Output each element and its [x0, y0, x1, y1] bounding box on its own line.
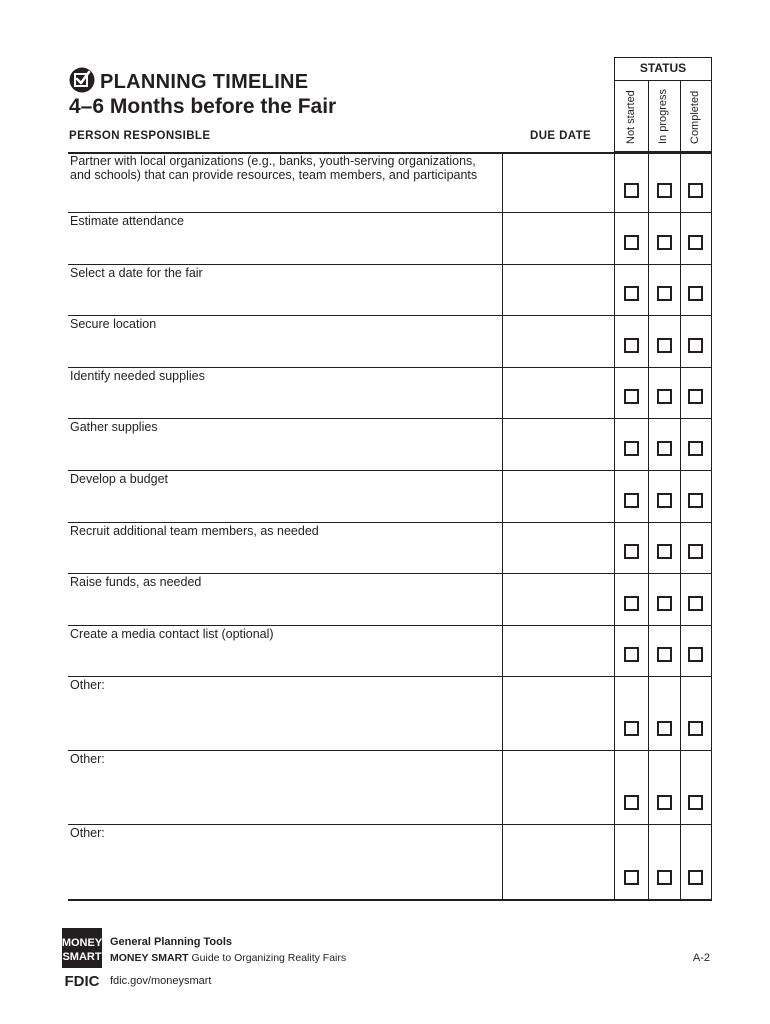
status-col-divider	[648, 80, 649, 152]
completed-checkbox[interactable]	[688, 235, 703, 250]
task-label	[70, 472, 500, 486]
task-label	[70, 154, 500, 182]
completed-checkbox[interactable]	[688, 870, 703, 885]
in-progress-checkbox[interactable]	[657, 647, 672, 662]
status-not-started-header: Not started	[625, 90, 637, 144]
status-in-progress-header: In progress	[657, 88, 669, 144]
task-label	[70, 369, 500, 383]
task-label-text: Identify needed supplies	[70, 369, 205, 383]
table-row	[68, 522, 712, 573]
in-progress-checkbox[interactable]	[657, 870, 672, 885]
completed-checkbox[interactable]	[688, 647, 703, 662]
completed-checkbox[interactable]	[688, 441, 703, 456]
due-date-header: DUE DATE	[530, 130, 592, 142]
task-label	[70, 266, 500, 280]
task-label-emphasis: Recruit	[70, 524, 110, 538]
completed-checkbox[interactable]	[688, 596, 703, 611]
footer-url[interactable]: fdic.gov/moneysmart	[110, 975, 212, 987]
table-row	[68, 212, 712, 264]
money-smart-logo	[62, 928, 102, 988]
logo-text-line2: SMART	[62, 951, 102, 963]
task-label-text: Gather supplies	[70, 420, 158, 434]
table-row	[68, 418, 712, 470]
task-label-text: Create a media contact list (optional)	[70, 627, 274, 641]
not-started-checkbox[interactable]	[624, 721, 639, 736]
in-progress-checkbox[interactable]	[657, 493, 672, 508]
table-row	[68, 676, 712, 750]
in-progress-checkbox[interactable]	[657, 596, 672, 611]
task-label	[70, 627, 500, 641]
in-progress-checkbox[interactable]	[657, 441, 672, 456]
task-label-text: Estimate attendance	[70, 214, 184, 228]
completed-checkbox[interactable]	[688, 286, 703, 301]
not-started-checkbox[interactable]	[624, 441, 639, 456]
page-subtitle: 4–6 Months before the Fair	[69, 95, 337, 118]
person-responsible-header: PERSON RESPONSIBLE	[69, 130, 211, 142]
fdic-logo-text: FDIC	[64, 973, 100, 988]
status-completed-header: Completed	[689, 90, 701, 144]
checkbox-check-icon	[69, 67, 95, 93]
not-started-checkbox[interactable]	[624, 286, 639, 301]
completed-checkbox[interactable]	[688, 338, 703, 353]
not-started-checkbox[interactable]	[624, 795, 639, 810]
completed-checkbox[interactable]	[688, 389, 703, 404]
task-label-text: Develop a budget	[70, 472, 168, 486]
footer-guide-title	[110, 952, 346, 964]
task-label	[70, 826, 500, 840]
completed-checkbox[interactable]	[688, 544, 703, 559]
not-started-checkbox[interactable]	[624, 235, 639, 250]
not-started-checkbox[interactable]	[624, 870, 639, 885]
task-label-text: additional team members, as needed	[109, 524, 319, 538]
task-label	[70, 752, 500, 766]
in-progress-checkbox[interactable]	[657, 286, 672, 301]
table-row	[68, 367, 712, 418]
table-row	[68, 824, 712, 899]
task-label-text: Other:	[70, 752, 105, 766]
status-col-divider	[680, 80, 681, 152]
table-row	[68, 573, 712, 625]
not-started-checkbox[interactable]	[624, 389, 639, 404]
table-row	[68, 750, 712, 824]
footer-title: General Planning Tools	[110, 936, 233, 948]
in-progress-checkbox[interactable]	[657, 389, 672, 404]
table-row	[68, 470, 712, 522]
footer-brand: MONEY SMART	[110, 952, 189, 964]
task-label	[70, 214, 500, 228]
not-started-checkbox[interactable]	[624, 338, 639, 353]
table-row	[68, 152, 712, 212]
row-divider	[68, 899, 712, 901]
task-label-emphasis: Raise	[70, 575, 102, 589]
task-label-text: and schools) that can provide resources, team members, and participants	[70, 168, 478, 182]
not-started-checkbox[interactable]	[624, 493, 639, 508]
completed-checkbox[interactable]	[688, 795, 703, 810]
task-label-text: Other:	[70, 678, 105, 692]
task-label-text: funds, as needed	[101, 575, 202, 589]
completed-checkbox[interactable]	[688, 183, 703, 198]
timeline-table	[68, 152, 712, 899]
task-label	[70, 524, 500, 538]
page-number: A-2	[692, 952, 710, 964]
in-progress-checkbox[interactable]	[657, 795, 672, 810]
completed-checkbox[interactable]	[688, 493, 703, 508]
task-label	[70, 317, 500, 331]
task-label-text: Secure location	[70, 317, 157, 331]
task-label-text: Partner with local organizations (e.g., banks, youth-serving organizations,	[70, 154, 476, 168]
not-started-checkbox[interactable]	[624, 183, 639, 198]
task-label-text: Select a date for the fair	[70, 266, 203, 280]
status-divider	[614, 80, 712, 81]
page-title: PLANNING TIMELINE	[100, 71, 309, 93]
in-progress-checkbox[interactable]	[657, 183, 672, 198]
not-started-checkbox[interactable]	[624, 596, 639, 611]
table-row	[68, 264, 712, 315]
completed-checkbox[interactable]	[688, 721, 703, 736]
in-progress-checkbox[interactable]	[657, 721, 672, 736]
task-label	[70, 420, 500, 434]
table-row	[68, 315, 712, 367]
task-label	[70, 678, 500, 692]
logo-text-line1: MONEY	[62, 937, 102, 949]
table-row	[68, 625, 712, 676]
in-progress-checkbox[interactable]	[657, 338, 672, 353]
not-started-checkbox[interactable]	[624, 544, 639, 559]
status-header: STATUS	[639, 61, 687, 75]
footer-guide: Guide to Organizing Reality Fairs	[188, 952, 347, 964]
in-progress-checkbox[interactable]	[657, 544, 672, 559]
in-progress-checkbox[interactable]	[657, 235, 672, 250]
not-started-checkbox[interactable]	[624, 647, 639, 662]
task-label-text: Other:	[70, 826, 105, 840]
task-label	[70, 575, 500, 589]
